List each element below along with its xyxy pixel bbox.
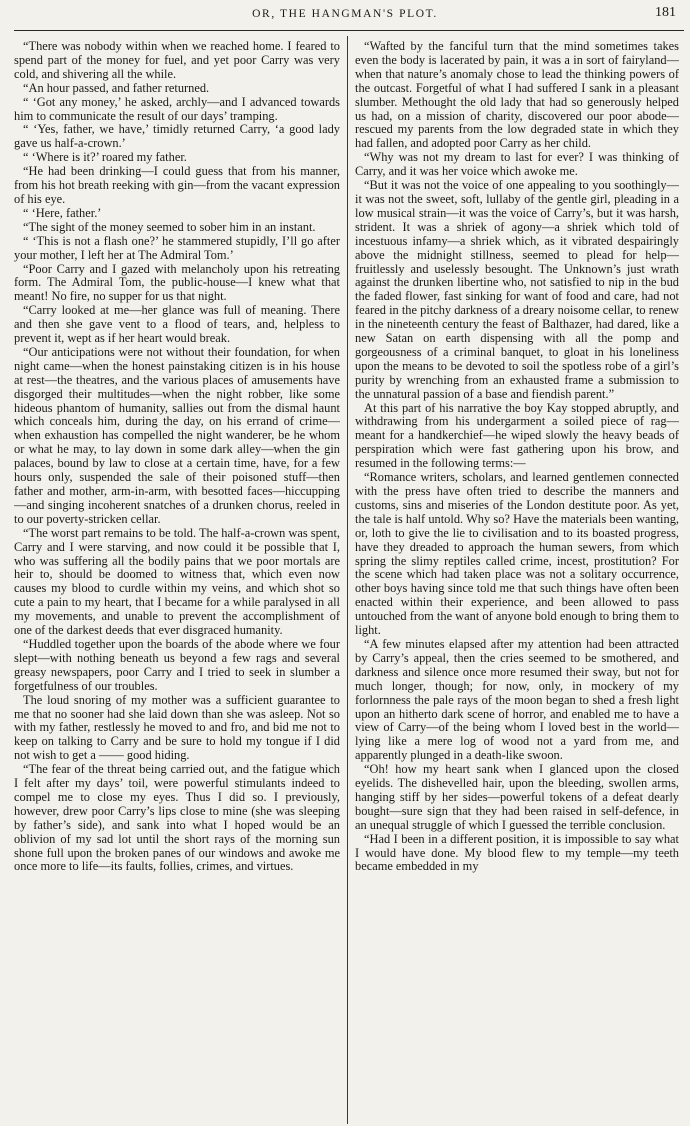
paragraph: “He had been drinking—I could guess that from his manner, from his hot breath reeking with gin—from the vacant expression of his eye. — [14, 164, 340, 206]
paragraph: “The fear of the threat being carried out, and the fatigue which I felt after my days’ toil, were powerful stimulants indeed to compel me to close my eyes. Thus I did so. I previously, however, drew poor Carry’s lips close to mine (she was sleeping by father’s side), and sank into what I hoped would be an oblivion of my sad lot until the short rays of the morning sun shone full upon the broken panes of our windows and awoke me once more to life—its faults, follies, crimes, and virtues. — [14, 762, 340, 874]
paragraph: “Poor Carry and I gazed with melancholy upon his retreating form. The Admiral Tom, the public-house—I knew what that meant! No fire, no supper for us that night. — [14, 261, 340, 304]
header-rule — [14, 30, 684, 31]
paragraph: “The worst part remains to be told. The half-a-crown was spent, Carry and I were starving, and now could it be possible that I, who was suffering all the bodily pains that we poor mortals are heir to, should be doomed to witness that, which even now causes my blood to curdle within my veins, and which shot so cute a pain to my heart, that I became for a while paralysed in all my movements, and unable to prevent the accomplishment of one of the darkest deeds that ever disgraced humanity. — [14, 525, 340, 638]
paragraph: “Oh! how my heart sank when I glanced upon the closed eyelids. The dishevelled hair, upon the bleeding, swollen arms, hanging stiff by her sides—powerful tokens of a defeat dearly bought—sure sign that they had been raised in self-defence, in an unequal struggle of which I guessed the terrible conclusion. — [355, 762, 679, 832]
paragraph: “But it was not the voice of one appealing to you soothingly—it was not the sweet, soft, lullaby of the gentle girl, pleading in a low musical strain—it was the voice of Carry’s, but it was harsh, strident. It was a shriek of agony—a shriek which told of incestuous infamy—a shriek which, as it vibrated despairingly above the midnight stillness, seemed to plead for help—fruitlessly and uselessly besought. The Unknown’s just wrath against the drunken libertine who, not satisfied to nip in the bud the faded flower, fast sinking for want of food and care, had not feared in the pitchy darkness of a dreary noisome cellar, to renew in the nineteenth century the feast of Balthazer, had dared, like a new Satan on earth dispensing with all the pomp and gorgeousness of a criminal banquet, to gloat in his loneliness upon the means to be devoted to soil the spotless robe of a girl’s purity by wrenching from an exhausted frame a submission to the unnatural passion of a base and fiendish parent.” — [355, 178, 679, 401]
paragraph: “Romance writers, scholars, and learned gentlemen connected with the press have often tried to describe the manners and customs, sins and miseries of the London destitute poor. As yet, the tale is half untold. Why so? Have the materials been wanting, or, loth to give the lie to civilisation and to its boasted progress, have they dreaded to approach the human sewers, from which spring the slimy reptiles called crime, incest, prostitution? For the scene which had taken place was not a solitary occurrence, other boys having since told me that such things have often been enacted within their experience, and been allowed to pass untouched from the want of anyone bold enough to bring them to light. — [355, 470, 679, 638]
paragraph: “ ‘Where is it?’ roared my father. — [23, 150, 187, 165]
paragraph: “An hour passed, and father returned. — [23, 80, 210, 95]
paragraph: At this part of his narrative the boy Kay stopped abruptly, and withdrawing from his undergarment a soiled piece of rag—meant for a handkerchief—he wiped slowly the heavy beads of perspiration which were fast gathering upon his brow, and resumed in the following terms:— — [355, 400, 679, 471]
paragraph: “There was nobody within when we reached home. I feared to spend part of the money for fuel, and yet poor Carry was very cold, and shivering all the while. — [14, 40, 340, 81]
paragraph: “ ‘Yes, father, we have,’ timidly returned Carry, ‘a good lady gave us half-a-crown.’ — [14, 122, 340, 151]
paragraph: “Carry looked at me—her glance was full of meaning. There and then she gave vent to a flood of tears, and, helpless to prevent it, wept as if her heart would break. — [14, 303, 340, 346]
paragraph: The loud snoring of my mother was a sufficient guarantee to me that no sooner had she laid down than she was asleep. Not so with my father, restlessly he moved to and fro, and bid me not to keep on talking to Carry and be sure to hold my tongue if I did not wish to get a —— good hiding. — [14, 692, 340, 763]
running-head: OR, THE HANGMAN'S PLOT. — [252, 8, 438, 20]
paragraph: “Why was not my dream to last for ever? I was thinking of Carry, and it was her voice which awoke me. — [355, 150, 679, 179]
column-divider — [347, 36, 348, 1124]
paragraph: “The sight of the money seemed to sober him in an instant. — [23, 219, 316, 234]
paragraph: “Huddled together upon the boards of the abode where we four slept—with nothing beneath us beyond a few rags and several greasy newspapers, poor Carry and I tried to seek in slumber a forgetfulness of our troubles. — [14, 636, 340, 693]
paragraph: “Our anticipations were not without their foundation, for when night came—when the honest painstaking citizen is in his house at rest—the theatres, and the various places of amusements have disgorged their multitudes—when the night robber, like some hideous phantom of humanity, sallies out from the dismal haunt which conceals him, during the day, on his errand of crime—when exhaustion has compelled the night wanderer, be he whom or what he may, to lay down in some dark alley—when the gin palaces, bound by law to close at a certain time, have, for a few hours only, suspended the sale of their poisoned stuff—then father and mother, arm-in-arm, with besotted faces—hiccupping—and singing incoherent snatches of a drunken chorus, reeled in to our poverty-stricken cellar. — [14, 344, 340, 526]
paragraph: “ ‘Here, father.’ — [23, 205, 102, 220]
paragraph: “Had I been in a different position, it is impossible to say what I would have done. My blood flew to my temple—my teeth became embedded in my — [355, 831, 679, 874]
left-column — [14, 40, 340, 1122]
paragraph: “A few minutes elapsed after my attention had been attracted by Carry’s appeal, then the cries seemed to be smothered, and darkness and silence once more resumed their sway, but not for much longer, though; for now, only, in mockery of my forlornness the pale rays of the moon began to shed a fresh light upon an hitherto dark scene of horror, and enabled me to have a view of Carry—of the being whom I loved best in the world—lying like a mere log of wood not a yard from me, and apparently plunged in a death-like swoon. — [355, 636, 679, 763]
right-column — [355, 40, 679, 1122]
page-number: 181 — [655, 5, 676, 20]
page-header — [0, 0, 690, 26]
paragraph: “ ‘This is not a flash one?’ he stammered stupidly, I’ll go after your mother, I left her at The Admiral Tom.’ — [14, 233, 340, 262]
paragraph: “ ‘Got any money,’ he asked, archly—and I advanced towards him to communicate the result of our days’ tramping. — [14, 94, 340, 123]
paragraph: “Wafted by the fanciful turn that the mind sometimes takes even the body is lacerated by pain, it was a in sort of fairyland—when that nature’s anomaly chose to lead the thinking powers of the outcast. Forgetful of what I had suffered I sank in a pleasant slumber. Methought the old lady that had so generously helped us had, on a mission of charity, discovered our poor abode—rescued my parents from the low degraded state in which they had fallen, and adopted poor Carry as her child. — [355, 40, 679, 151]
